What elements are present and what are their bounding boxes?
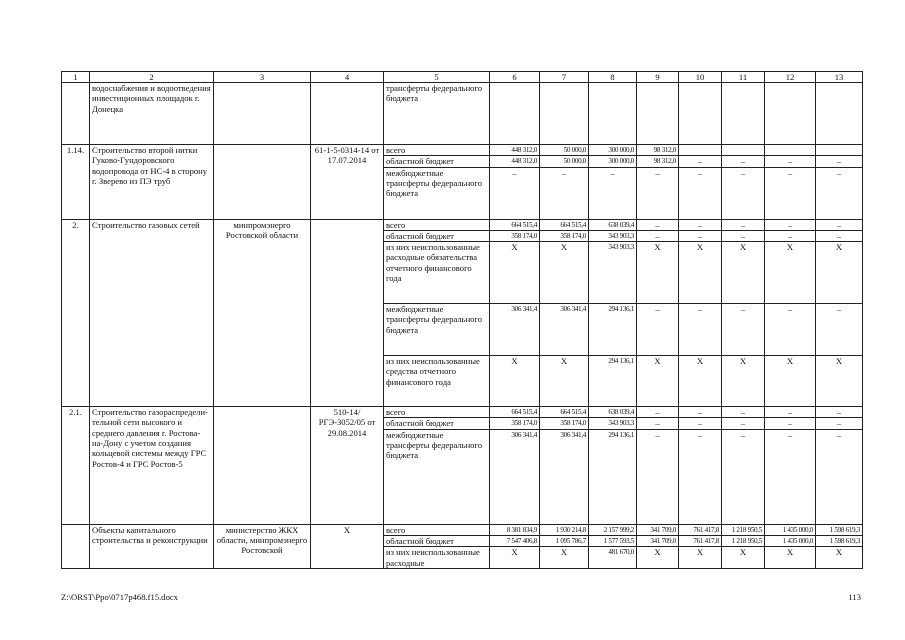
value-cell: 1 218 950,5 — [722, 536, 765, 547]
value-cell: – — [679, 219, 722, 230]
value-cell: 50 000,0 — [540, 145, 589, 156]
file-path: Z:\ORST\Ppo\0717p468.f15.docx — [61, 592, 178, 602]
value-cell: 294 136,1 — [589, 356, 637, 407]
value-cell — [816, 83, 863, 145]
value-cell: – — [679, 304, 722, 356]
value-cell: X — [540, 547, 589, 569]
page-number: 113 — [848, 592, 861, 602]
value-cell: – — [490, 167, 540, 219]
value-cell: 358 174,0 — [490, 418, 540, 429]
value-cell: – — [765, 219, 816, 230]
value-cell: 358 174,0 — [540, 230, 589, 241]
document-ref — [311, 83, 384, 145]
value-cell: 1 598 619,3 — [816, 524, 863, 535]
value-cell: – — [637, 219, 679, 230]
value-cell: 300 000,0 — [589, 145, 637, 156]
header-cell: 11 — [722, 72, 765, 83]
value-cell: – — [722, 219, 765, 230]
item-number: 2.1. — [62, 407, 90, 525]
value-cell — [765, 83, 816, 145]
header-cell: 8 — [589, 72, 637, 83]
value-cell: X — [490, 547, 540, 569]
header-cell: 5 — [384, 72, 490, 83]
value-cell: 761 417,8 — [679, 536, 722, 547]
header-cell: 2 — [90, 72, 214, 83]
header-cell: 13 — [816, 72, 863, 83]
value-cell: 98 312,0 — [637, 145, 679, 156]
value-cell: 50 000,0 — [540, 156, 589, 167]
item-name: Строительство газовых сетей — [90, 219, 214, 407]
item-name: Строительство второй нитки Гуково-Гундоровского водопровода от НС-4 в сторону г. Зверево из ПЭ труб — [90, 145, 214, 220]
value-cell: – — [722, 304, 765, 356]
document-table — [61, 71, 863, 569]
value-cell: 306 341,4 — [490, 304, 540, 356]
value-cell: X — [816, 242, 863, 304]
value-cell: – — [637, 429, 679, 524]
funding-source: межбюджетные трансферты федерального бюджета — [384, 167, 490, 219]
value-cell: X — [679, 547, 722, 569]
value-cell: X — [540, 242, 589, 304]
item-name: Объекты капитального строительства и реконструкции — [90, 524, 214, 568]
value-cell: 2 157 999,2 — [589, 524, 637, 535]
value-cell: 358 174,0 — [490, 230, 540, 241]
value-cell: X — [765, 242, 816, 304]
value-cell: 341 709,0 — [637, 524, 679, 535]
value-cell: – — [765, 230, 816, 241]
value-cell: – — [722, 156, 765, 167]
value-cell: 1 218 950,5 — [722, 524, 765, 535]
table-row — [62, 83, 863, 145]
responsible — [214, 83, 311, 145]
value-cell: – — [722, 418, 765, 429]
value-cell: 294 136,1 — [589, 304, 637, 356]
value-cell: 306 341,4 — [490, 429, 540, 524]
value-cell: 1 435 000,0 — [765, 536, 816, 547]
value-cell: – — [679, 156, 722, 167]
responsible: министерство ЖКХ области, минпромэнерго Ростовской — [214, 524, 311, 568]
value-cell: X — [722, 547, 765, 569]
value-cell: – — [765, 167, 816, 219]
value-cell — [679, 145, 722, 156]
value-cell — [679, 83, 722, 145]
funding-source: трансферты федерального бюджета — [384, 83, 490, 145]
funding-source: межбюджетные трансферты федерального бюджета — [384, 304, 490, 356]
item-number: 2. — [62, 219, 90, 407]
funding-source: всего — [384, 524, 490, 535]
header-cell: 10 — [679, 72, 722, 83]
value-cell: – — [765, 156, 816, 167]
value-cell — [637, 83, 679, 145]
value-cell — [816, 145, 863, 156]
value-cell: 343 903,3 — [589, 230, 637, 241]
value-cell — [540, 83, 589, 145]
value-cell: 481 670,0 — [589, 547, 637, 569]
item-number — [62, 83, 90, 145]
value-cell: – — [722, 230, 765, 241]
responsible — [214, 407, 311, 525]
header-cell: 4 — [311, 72, 384, 83]
funding-source: межбюджетные трансферты федерального бюджета — [384, 429, 490, 524]
value-cell: 1 930 214,8 — [540, 524, 589, 535]
value-cell: – — [816, 219, 863, 230]
value-cell: – — [722, 429, 765, 524]
table-row — [62, 407, 863, 418]
funding-source: из них неиспользованные расходные обязательства отчетного финансового года — [384, 242, 490, 304]
document-ref: 61-1-5-0314-14 от 17.07.2014 — [311, 145, 384, 220]
value-cell: X — [765, 547, 816, 569]
table-row — [62, 219, 863, 230]
value-cell — [722, 83, 765, 145]
value-cell: 341 709,0 — [637, 536, 679, 547]
value-cell: X — [679, 242, 722, 304]
value-cell: – — [816, 230, 863, 241]
value-cell: 761 417,8 — [679, 524, 722, 535]
item-name: Строительство газораспредели-тельной сети высокого и среднего давления г. Ростова-на-Дону с учетом создания кольцевой системы между ГРС Ростов-4 и ГРС Ростов-5 — [90, 407, 214, 525]
value-cell: X — [637, 356, 679, 407]
value-cell: 638 039,4 — [589, 219, 637, 230]
header-row — [62, 72, 863, 83]
document-ref — [311, 219, 384, 407]
document-ref: X — [311, 524, 384, 568]
value-cell: – — [679, 407, 722, 418]
table-row — [62, 145, 863, 156]
value-cell: – — [637, 167, 679, 219]
value-cell: – — [637, 407, 679, 418]
value-cell: – — [816, 407, 863, 418]
document-ref: 510-14/РГЭ-3052/05 от 29.08.2014 — [311, 407, 384, 525]
value-cell: – — [765, 304, 816, 356]
value-cell — [765, 145, 816, 156]
value-cell: – — [816, 418, 863, 429]
value-cell: X — [490, 242, 540, 304]
value-cell: 664 515,4 — [490, 219, 540, 230]
value-cell — [722, 145, 765, 156]
value-cell: – — [637, 304, 679, 356]
value-cell: 7 547 406,8 — [490, 536, 540, 547]
value-cell: – — [816, 429, 863, 524]
header-cell: 12 — [765, 72, 816, 83]
value-cell: 1 577 593,5 — [589, 536, 637, 547]
funding-source: из них неиспользованные расходные — [384, 547, 490, 569]
value-cell: – — [816, 167, 863, 219]
item-number — [62, 524, 90, 568]
funding-source: областной бюджет — [384, 418, 490, 429]
value-cell: X — [765, 356, 816, 407]
responsible — [214, 145, 311, 220]
funding-source: всего — [384, 145, 490, 156]
value-cell: 664 515,4 — [540, 219, 589, 230]
value-cell: X — [816, 547, 863, 569]
value-cell: 306 341,4 — [540, 304, 589, 356]
header-cell: 1 — [62, 72, 90, 83]
value-cell: 300 000,0 — [589, 156, 637, 167]
header-cell: 3 — [214, 72, 311, 83]
funding-source: областной бюджет — [384, 230, 490, 241]
value-cell: – — [722, 407, 765, 418]
header-cell: 9 — [637, 72, 679, 83]
value-cell: X — [540, 356, 589, 407]
value-cell: – — [679, 230, 722, 241]
item-name: водоснабжения и водоотведения инвестиционных площадок г. Донецка — [90, 83, 214, 145]
value-cell: 343 903,3 — [589, 242, 637, 304]
value-cell: – — [637, 230, 679, 241]
funding-source: областной бюджет — [384, 156, 490, 167]
value-cell: 294 136,1 — [589, 429, 637, 524]
item-number: 1.14. — [62, 145, 90, 220]
table-row — [62, 524, 863, 535]
funding-source: всего — [384, 407, 490, 418]
value-cell: 448 312,0 — [490, 156, 540, 167]
value-cell: X — [637, 547, 679, 569]
header-cell: 7 — [540, 72, 589, 83]
value-cell: X — [490, 356, 540, 407]
value-cell: 638 039,4 — [589, 407, 637, 418]
value-cell: X — [637, 242, 679, 304]
value-cell: X — [722, 356, 765, 407]
value-cell: 1 095 786,7 — [540, 536, 589, 547]
value-cell: 664 515,4 — [540, 407, 589, 418]
value-cell: – — [722, 167, 765, 219]
value-cell: 8 381 834,9 — [490, 524, 540, 535]
value-cell — [490, 83, 540, 145]
value-cell: – — [589, 167, 637, 219]
value-cell: – — [679, 429, 722, 524]
value-cell: – — [765, 429, 816, 524]
value-cell — [589, 83, 637, 145]
value-cell: – — [637, 418, 679, 429]
value-cell: X — [722, 242, 765, 304]
header-cell: 6 — [490, 72, 540, 83]
value-cell: – — [816, 304, 863, 356]
responsible: минпромэнерго Ростовской области — [214, 219, 311, 407]
value-cell: 306 341,4 — [540, 429, 589, 524]
value-cell: – — [765, 407, 816, 418]
value-cell: – — [765, 418, 816, 429]
value-cell: X — [816, 356, 863, 407]
value-cell: 1 435 000,0 — [765, 524, 816, 535]
funding-source: областной бюджет — [384, 536, 490, 547]
value-cell: – — [679, 418, 722, 429]
value-cell: 358 174,0 — [540, 418, 589, 429]
value-cell: – — [540, 167, 589, 219]
funding-source: всего — [384, 219, 490, 230]
value-cell: 1 598 619,3 — [816, 536, 863, 547]
value-cell: – — [816, 156, 863, 167]
value-cell: 664 515,4 — [490, 407, 540, 418]
value-cell: 98 312,0 — [637, 156, 679, 167]
value-cell: 448 312,0 — [490, 145, 540, 156]
value-cell: – — [679, 167, 722, 219]
funding-source: из них неиспользованные средства отчетного финансового года — [384, 356, 490, 407]
value-cell: X — [679, 356, 722, 407]
value-cell: 343 903,3 — [589, 418, 637, 429]
